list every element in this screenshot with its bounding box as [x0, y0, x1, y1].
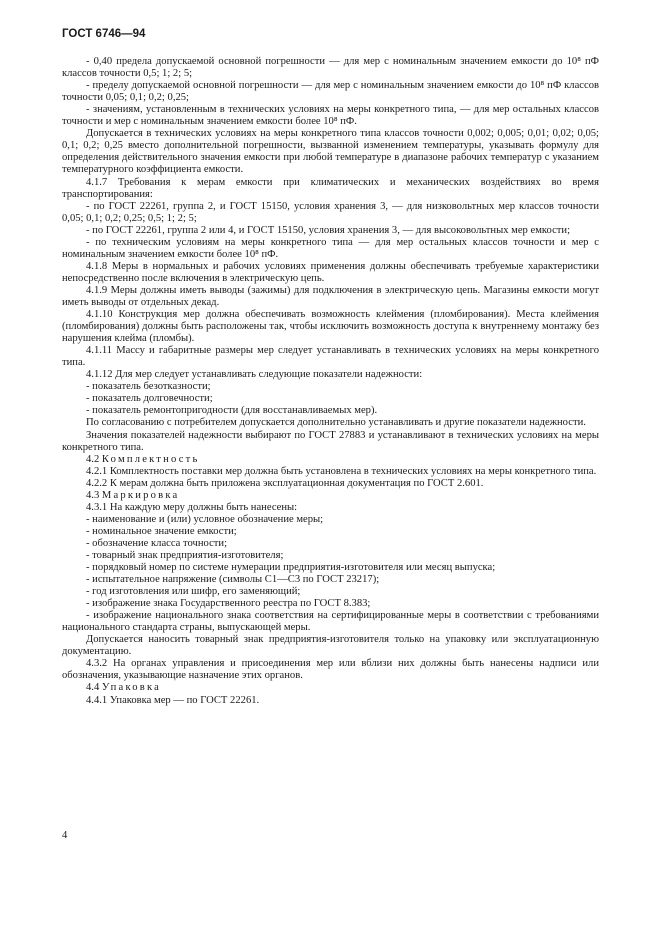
list-item: - по ГОСТ 22261, группа 2 или 4, и ГОСТ 15150, условия хранения 3, — для высоковольтных мер емкости;	[86, 224, 571, 236]
paragraph: Значения показателей надежности выбирают по ГОСТ 27883 и устанавливают в технических условиях на меры конкретного типа.	[62, 429, 599, 453]
document-body	[62, 56, 599, 707]
list-item: - номинальное значение емкости;	[86, 525, 237, 537]
section-heading	[62, 454, 599, 466]
paragraph: 4.1.12 Для мер следует устанавливать следующие показатели надежности:	[86, 369, 423, 381]
paragraph: 4.1.9 Меры должны иметь выводы (зажимы) для подключения в электрическую цепь. Магазины емкости могут иметь выводы от отдельных декад.	[62, 284, 599, 308]
list-item: - порядковый номер по системе нумерации предприятия-изготовителя или месяц выпуска;	[86, 562, 496, 574]
paragraph: Допускается наносить товарный знак предприятия-изготовителя только на упаковку или эксплуатационную документацию.	[62, 634, 599, 658]
list-item: - по ГОСТ 22261, группа 2, и ГОСТ 15150, условия хранения 3, — для низковольтных мер классов точности 0,05; 0,1; 0,2; 0,25; 0,5; 1; 2; 5;	[62, 200, 599, 224]
page-number: 4	[62, 830, 68, 841]
paragraph: 4.2.2 К мерам должна быть приложена эксплуатационная документация по ГОСТ 2.601.	[86, 477, 484, 489]
list-item: - показатель долговечности;	[86, 393, 213, 405]
paragraph: 4.1.10 Конструкция мер должна обеспечивать возможность клеймения (пломбирования). Места клеймения (пломбирования) должны быть расположены так, чтобы исключить возможность доступа к внутреннему монтажу без нарушения клейма (пломбы).	[62, 309, 599, 345]
paragraph: По согласованию с потребителем допускается дополнительно устанавливать и другие показатели надежности.	[86, 417, 586, 429]
section-heading	[62, 682, 599, 694]
section-title: Комплектность	[101, 453, 200, 465]
paragraph: 4.3.2 На органах управления и присоединения мер или вблизи них должны быть нанесены надписи или обозначения, указывающие назначение этих органов.	[62, 658, 599, 682]
section-heading	[62, 490, 599, 502]
list-item: - пределу допускаемой основной погрешности — для мер с номинальным значением емкости до 10⁸ пФ классов точности 0,05; 0,1; 0,2; 0,25;	[62, 80, 599, 104]
paragraph: 4.1.8 Меры в нормальных и рабочих условиях применения должны обеспечивать требуемые характеристики непосредственно после включения в электрическую цепь.	[62, 260, 599, 284]
paragraph: 4.3.1 На каждую меру должны быть нанесены:	[86, 501, 298, 513]
list-item: - испытательное напряжение (символы С1—С3 по ГОСТ 23217);	[86, 574, 380, 586]
section-title: Упаковка	[101, 682, 162, 694]
list-item: - наименование и (или) условное обозначение меры;	[86, 513, 324, 525]
list-item: - обозначение класса точности;	[86, 537, 228, 549]
paragraph: 4.1.11 Массу и габаритные размеры мер следует устанавливать в технических условиях на меры конкретного типа.	[62, 345, 599, 369]
paragraph: Допускается в технических условиях на меры конкретного типа классов точности 0,002; 0,005; 0,01; 0,02; 0,05; 0,1; 0,2; 0,25 вместо дополнительной погрешности, вызванной изменением температуры, указывать формулу для определения действительного значения емкости при любой температуре в диапазоне рабочих температур с указанием температурного коэффициента емкости.	[62, 128, 599, 176]
list-item: - значениям, установленным в технических условиях на меры конкретного типа, — для мер остальных классов точности и мер с номинальным значением емкости более 10⁸ пФ.	[62, 104, 599, 128]
section-number: 4.4	[86, 682, 100, 694]
list-item: - по техническим условиям на меры конкретного типа — для мер остальных классов точности и мер с номинальным значением емкости более 10⁸ пФ.	[62, 236, 599, 260]
list-item: - показатель безотказности;	[86, 381, 211, 393]
paragraph: 4.1.7 Требования к мерам емкости при климатических и механических воздействиях во время транспортирования:	[62, 176, 599, 200]
paragraph: 4.4.1 Упаковка мер — по ГОСТ 22261.	[86, 694, 260, 706]
list-item: - 0,40 предела допускаемой основной погрешности — для мер с номинальным значением емкости до 10⁸ пФ классов точности 0,5; 1; 2; 5;	[62, 56, 599, 80]
list-item: - изображение национального знака соответствия на сертифицированные меры в соответствии с требованиями национального стандарта страны, выпускающей меры.	[62, 610, 599, 634]
list-item: - год изготовления или шифр, его заменяющий;	[86, 586, 301, 598]
section-title: Маркировка	[101, 489, 180, 501]
section-number: 4.2	[86, 453, 100, 465]
section-number: 4.3	[86, 489, 100, 501]
document-header: ГОСТ 6746—94	[62, 28, 146, 40]
paragraph: 4.2.1 Комплектность поставки мер должна быть установлена в технических условиях на меры конкретного типа.	[86, 465, 597, 477]
list-item: - товарный знак предприятия-изготовителя;	[86, 549, 284, 561]
list-item: - изображение знака Государственного реестра по ГОСТ 8.383;	[86, 598, 371, 610]
list-item: - показатель ремонтопригодности (для восстанавливаемых мер).	[86, 405, 378, 417]
